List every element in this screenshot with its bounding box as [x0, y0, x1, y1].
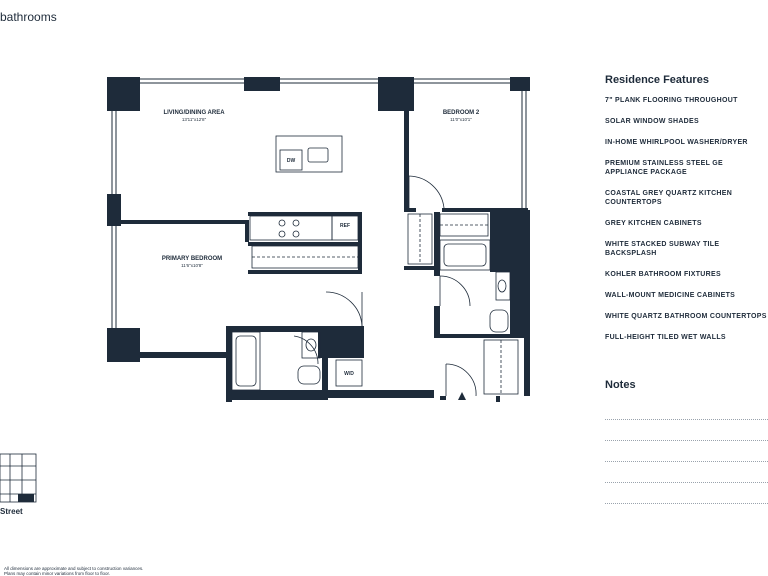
- notes-title: Notes: [605, 379, 636, 391]
- disclaimer-line-2: Plans may contain minor variations from floor to floor.: [4, 571, 111, 576]
- floor-plan: [104, 74, 534, 406]
- disclaimer-line-1: All dimensions are approximate and subject to construction variances.: [4, 566, 144, 571]
- feature-item: SOLAR WINDOW SHADES: [605, 118, 699, 125]
- disclaimer: [4, 566, 143, 576]
- features-list: [605, 96, 768, 342]
- note-line: [605, 441, 768, 462]
- unit-highlight: [18, 494, 34, 502]
- room-label-bedroom-2: BEDROOM 2: [442, 110, 480, 116]
- note-line: [605, 462, 768, 483]
- feature-item: WHITE STACKED SUBWAY TILE BACKSPLASH: [605, 241, 720, 257]
- feature-item: 7" PLANK FLOORING THROUGHOUT: [605, 97, 738, 104]
- room-dims-living: 13'11"x12'8": [181, 117, 207, 122]
- feature-item: IN-HOME WHIRLPOOL WASHER/DRYER: [605, 139, 748, 146]
- feature-item: WHITE QUARTZ BATHROOM COUNTERTOPS: [605, 313, 767, 320]
- room-dims-primary-bedroom: 11'6"x10'8": [181, 263, 203, 268]
- feature-item: GREY KITCHEN CABINETS: [605, 220, 702, 227]
- room-dims-bedroom-2: 11'0"x10'1": [450, 117, 472, 122]
- walls: [107, 77, 530, 402]
- room-label-living: LIVING/DINING AREA: [163, 110, 225, 116]
- street-label: Street: [0, 507, 23, 516]
- feature-item: WALL-MOUNT MEDICINE CABINETS: [605, 292, 736, 299]
- notes-section: [605, 379, 768, 504]
- feature-item: COASTAL GREY QUARTZ KITCHEN COUNTERTOPS: [605, 190, 733, 206]
- key-plan: [0, 452, 40, 504]
- note-line: [605, 391, 768, 420]
- note-line: [605, 420, 768, 441]
- room-label-primary-bedroom: PRIMARY BEDROOM: [161, 256, 223, 262]
- washer-dryer-label: W/D: [344, 371, 354, 377]
- feature-item: KOHLER BATHROOM FIXTURES: [605, 271, 721, 278]
- feature-item: PREMIUM STAINLESS STEEL GE APPLIANCE PACKAGE: [605, 160, 723, 176]
- note-line: [605, 483, 768, 504]
- refrigerator-label: REF: [340, 223, 350, 229]
- dishwasher-label: DW: [286, 158, 296, 164]
- feature-item: FULL-HEIGHT TILED WET WALLS: [605, 334, 726, 341]
- features-title: Residence Features: [605, 74, 709, 86]
- residence-features: [605, 74, 768, 354]
- page-title: bathrooms: [0, 10, 57, 24]
